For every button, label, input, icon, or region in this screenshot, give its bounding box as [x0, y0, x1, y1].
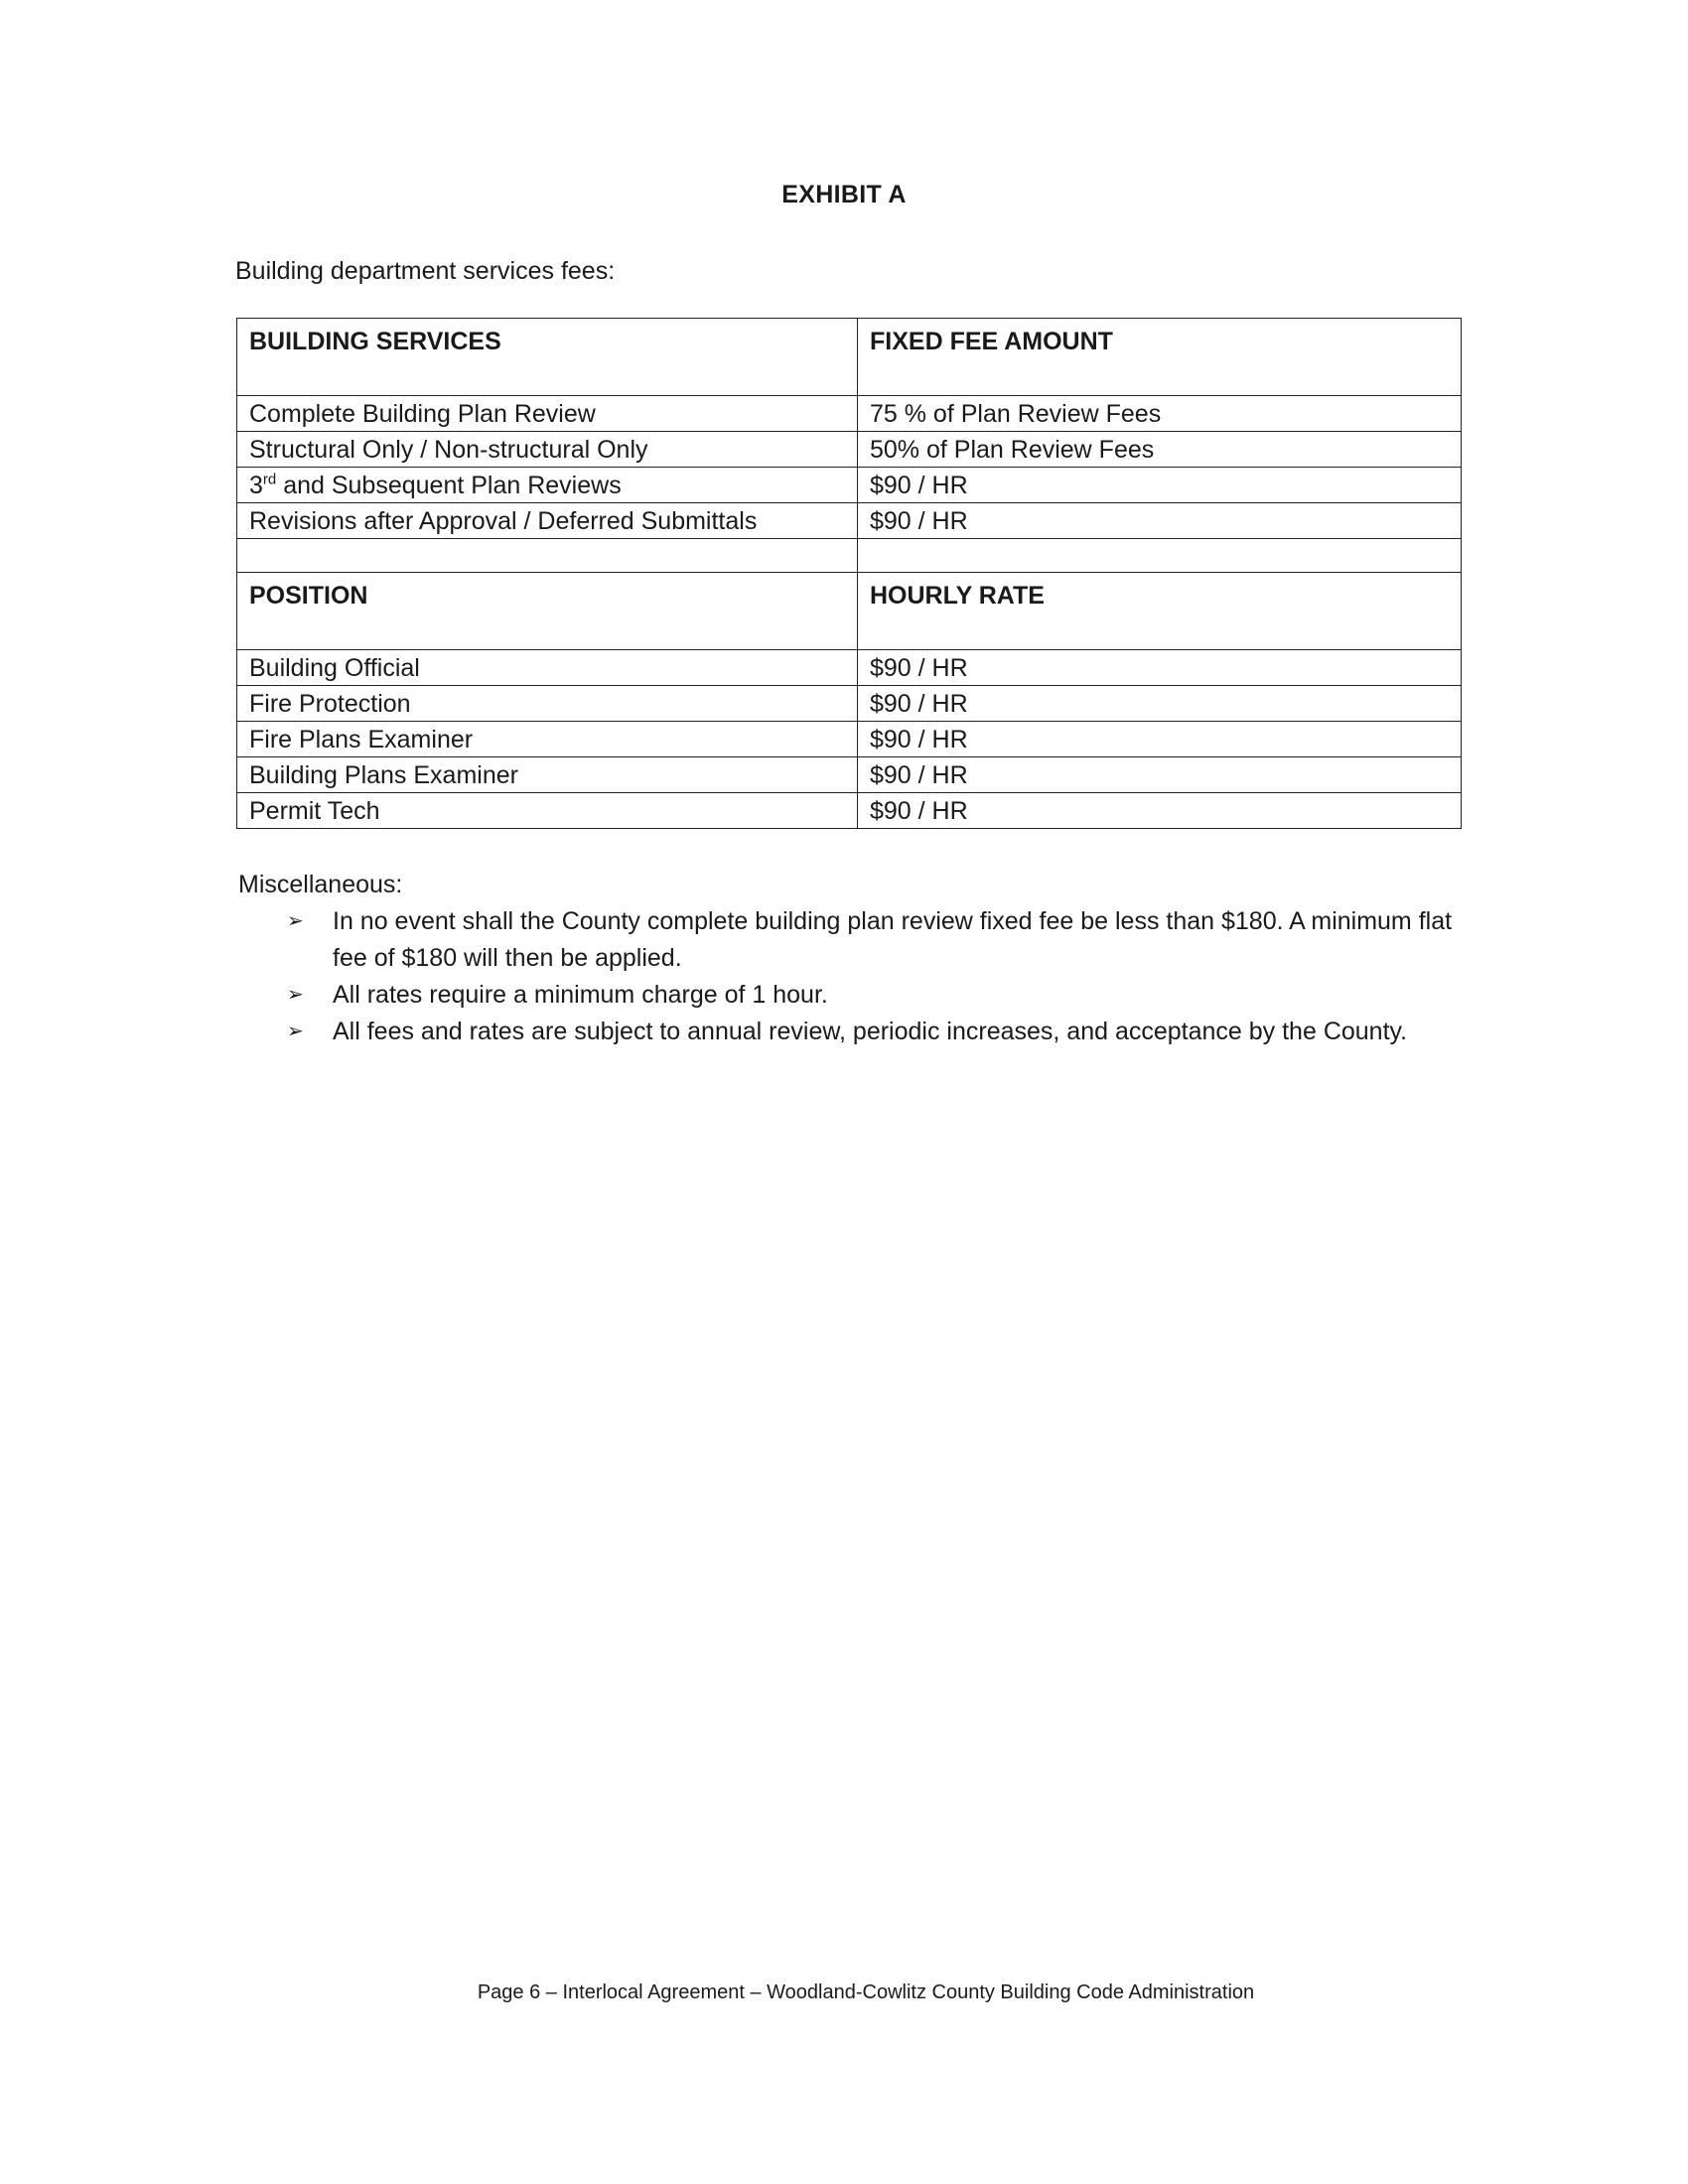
- arrow-bullet-icon: ➢: [287, 910, 304, 932]
- table-row: [237, 686, 1462, 722]
- list-item-text: In no event shall the County complete building plan review fixed fee be less than $180. A minimum flat fee of $180 will then be applied.: [333, 907, 1453, 972]
- cell-text-suffix: and Subsequent Plan Reviews: [276, 472, 622, 499]
- page-footer: Page 6 – Interlocal Agreement – Woodland-Cowlitz County Building Code Administration: [477, 1981, 1255, 2003]
- arrow-bullet-icon: ➢: [287, 984, 304, 1006]
- table-row: [237, 757, 1462, 793]
- header-cell: POSITION: [237, 573, 858, 650]
- table-header-row: [237, 319, 1462, 396]
- table-cell: $90 / HR: [858, 503, 1462, 539]
- table-cell: Building Official: [237, 650, 858, 686]
- table-cell: Fire Protection: [237, 686, 858, 722]
- table-row: [237, 468, 1462, 503]
- empty-cell: [858, 539, 1462, 573]
- table-cell: $90 / HR: [858, 686, 1462, 722]
- table-cell: Building Plans Examiner: [237, 757, 858, 793]
- table-header-row: [237, 573, 1462, 650]
- table-cell: $90 / HR: [858, 722, 1462, 757]
- table-cell: $90 / HR: [858, 468, 1462, 503]
- table-row: [237, 722, 1462, 757]
- table-cell: 50% of Plan Review Fees: [858, 432, 1462, 468]
- table-cell: $90 / HR: [858, 757, 1462, 793]
- table-row: [237, 396, 1462, 432]
- table-row: [237, 793, 1462, 829]
- misc-heading: Miscellaneous:: [238, 871, 403, 898]
- table-cell: 75 % of Plan Review Fees: [858, 396, 1462, 432]
- table-cell: Structural Only / Non-structural Only: [237, 432, 858, 468]
- misc-list: [283, 903, 1475, 1050]
- empty-cell: [237, 539, 858, 573]
- list-item: [283, 1014, 1475, 1050]
- fee-table: [236, 318, 1462, 829]
- arrow-bullet-icon: ➢: [287, 1021, 304, 1042]
- header-cell: FIXED FEE AMOUNT: [858, 319, 1462, 396]
- header-cell: HOURLY RATE: [858, 573, 1462, 650]
- page-title: EXHIBIT A: [781, 181, 907, 208]
- ordinal-suffix: rd: [262, 471, 277, 488]
- table-cell: Permit Tech: [237, 793, 858, 829]
- list-item: [283, 903, 1475, 977]
- table-cell: $90 / HR: [858, 793, 1462, 829]
- list-item-text: All rates require a minimum charge of 1 hour.: [333, 981, 828, 1009]
- table-spacer-row: [237, 539, 1462, 573]
- table-cell: [237, 468, 858, 503]
- table-row: [237, 432, 1462, 468]
- list-item: [283, 977, 1475, 1014]
- table-cell: $90 / HR: [858, 650, 1462, 686]
- cell-text-prefix: 3: [249, 472, 263, 499]
- intro-text: Building department services fees:: [235, 257, 616, 285]
- table-row: [237, 503, 1462, 539]
- table-cell: Revisions after Approval / Deferred Submittals: [237, 503, 858, 539]
- header-cell: BUILDING SERVICES: [237, 319, 858, 396]
- table-row: [237, 650, 1462, 686]
- table-cell: Fire Plans Examiner: [237, 722, 858, 757]
- table-cell: Complete Building Plan Review: [237, 396, 858, 432]
- list-item-text: All fees and rates are subject to annual review, periodic increases, and acceptance by the County.: [333, 1018, 1408, 1045]
